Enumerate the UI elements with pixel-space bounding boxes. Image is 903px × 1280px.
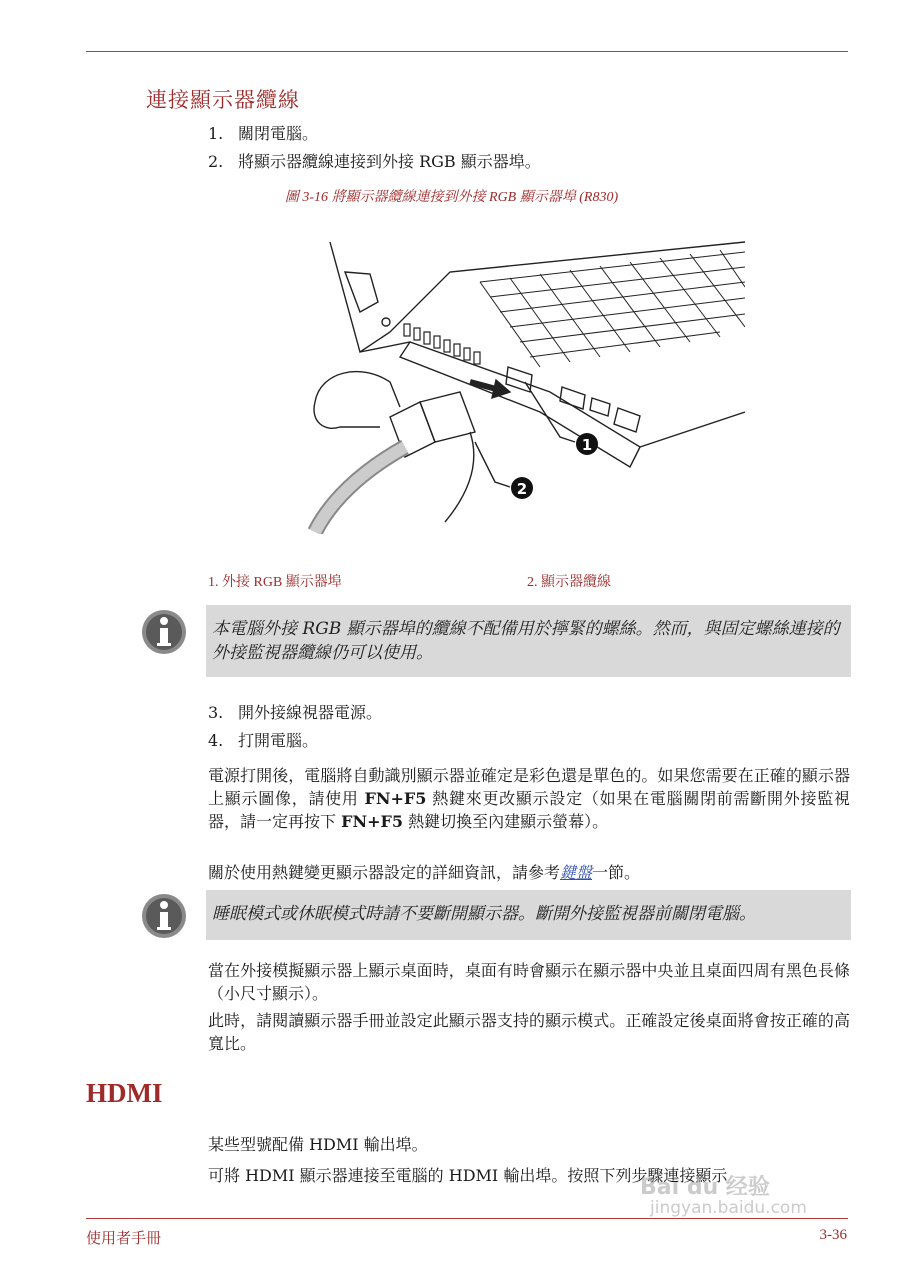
- paragraph-desktop: 當在外接模擬顯示器上顯示桌面時，桌面有時會顯示在顯示器中央並且桌面四周有黑色長條（小尺寸顯示）。: [208, 961, 850, 1003]
- step-1: [208, 121, 318, 144]
- note-text-1: 本電腦外接 RGB 顯示器埠的纜線不配備用於擰緊的螺絲。然而，與固定螺絲連接的外接監視器纜線仍可以使用。: [212, 619, 840, 663]
- info-icon: [140, 608, 188, 656]
- step-text: 將顯示器纜線連接到外接 RGB 顯示器埠。: [238, 152, 541, 171]
- laptop-illustration: [300, 232, 745, 534]
- step-number: 1.: [208, 124, 224, 143]
- watermark-url: jingyan.baidu.com: [650, 1198, 807, 1218]
- step-2: [208, 149, 541, 172]
- step-number: 3.: [208, 703, 224, 722]
- info-icon: [140, 892, 188, 940]
- hdmi-heading: HDMI: [86, 1078, 163, 1108]
- note-box-1: [206, 605, 851, 677]
- section-title: 連接顯示器纜線: [146, 88, 300, 112]
- paragraph-aspect: 此時，請閱讀顯示器手冊並設定此顯示器支持的顯示模式。正確設定後桌面將會按正確的高寬比。: [208, 1011, 850, 1053]
- paragraph-hdmi-connect: 可將 HDMI 顯示器連接至電腦的 HDMI 輸出埠。按照下列步驟連接顯示: [208, 1166, 728, 1185]
- step-text: 開外接線視器電源。: [238, 703, 383, 722]
- figure-caption: 圖 3-16 將顯示器纜線連接到外接 RGB 顯示器埠 (R830): [284, 190, 619, 205]
- footer-rule: [86, 1218, 848, 1219]
- figure-legend-1: 1. 外接 RGB 顯示器埠: [208, 575, 342, 590]
- paragraph-hdmi-models: 某些型號配備 HDMI 輸出埠。: [208, 1135, 428, 1154]
- step-number: 4.: [208, 731, 224, 750]
- step-text: 關閉電腦。: [238, 124, 319, 143]
- note-text-2: 睡眠模式或休眠模式時請不要斷開顯示器。斷開外接監視器前關閉電腦。: [212, 904, 756, 924]
- header-rule: [86, 51, 848, 52]
- callout-2-label: 2: [516, 480, 528, 498]
- keyboard-link[interactable]: 鍵盤: [560, 863, 593, 882]
- paragraph-text: 關於使用熱鍵變更顯示器設定的詳細資訊，請參考: [208, 863, 561, 882]
- paragraph-text: 一節。: [592, 863, 641, 882]
- footer-page-number: 3-36: [819, 1227, 847, 1243]
- figure-laptop-vga-connection: [300, 232, 745, 534]
- step-3: [208, 700, 382, 723]
- step-4: [208, 728, 318, 751]
- watermark-logo: Bai du 经验: [640, 1175, 770, 1200]
- paragraph-hotkey: [208, 764, 850, 833]
- footer-manual-title: 使用者手冊: [86, 1229, 162, 1247]
- paragraph-text: 熱鍵來更改顯示設定（如果在電腦關閉前需斷開外接監視器，請一定再按下: [208, 789, 850, 831]
- hotkey-label: FN+F5: [364, 789, 427, 808]
- note-box-2: [206, 890, 851, 940]
- figure-legend-2: 2. 顯示器纜線: [527, 575, 611, 590]
- step-number: 2.: [208, 152, 224, 171]
- paragraph-text: 電源打開後，電腦將自動識別顯示器並確定是彩色還是單色的。如果您需要在正確的顯示器上顯示圖像，請使用: [208, 766, 850, 808]
- paragraph-reference: [208, 861, 850, 884]
- callout-1-label: 1: [581, 436, 593, 454]
- step-text: 打開電腦。: [238, 731, 319, 750]
- hotkey-label: FN+F5: [341, 812, 403, 831]
- paragraph-text: 熱鍵切換至內建顯示螢幕）。: [402, 812, 609, 831]
